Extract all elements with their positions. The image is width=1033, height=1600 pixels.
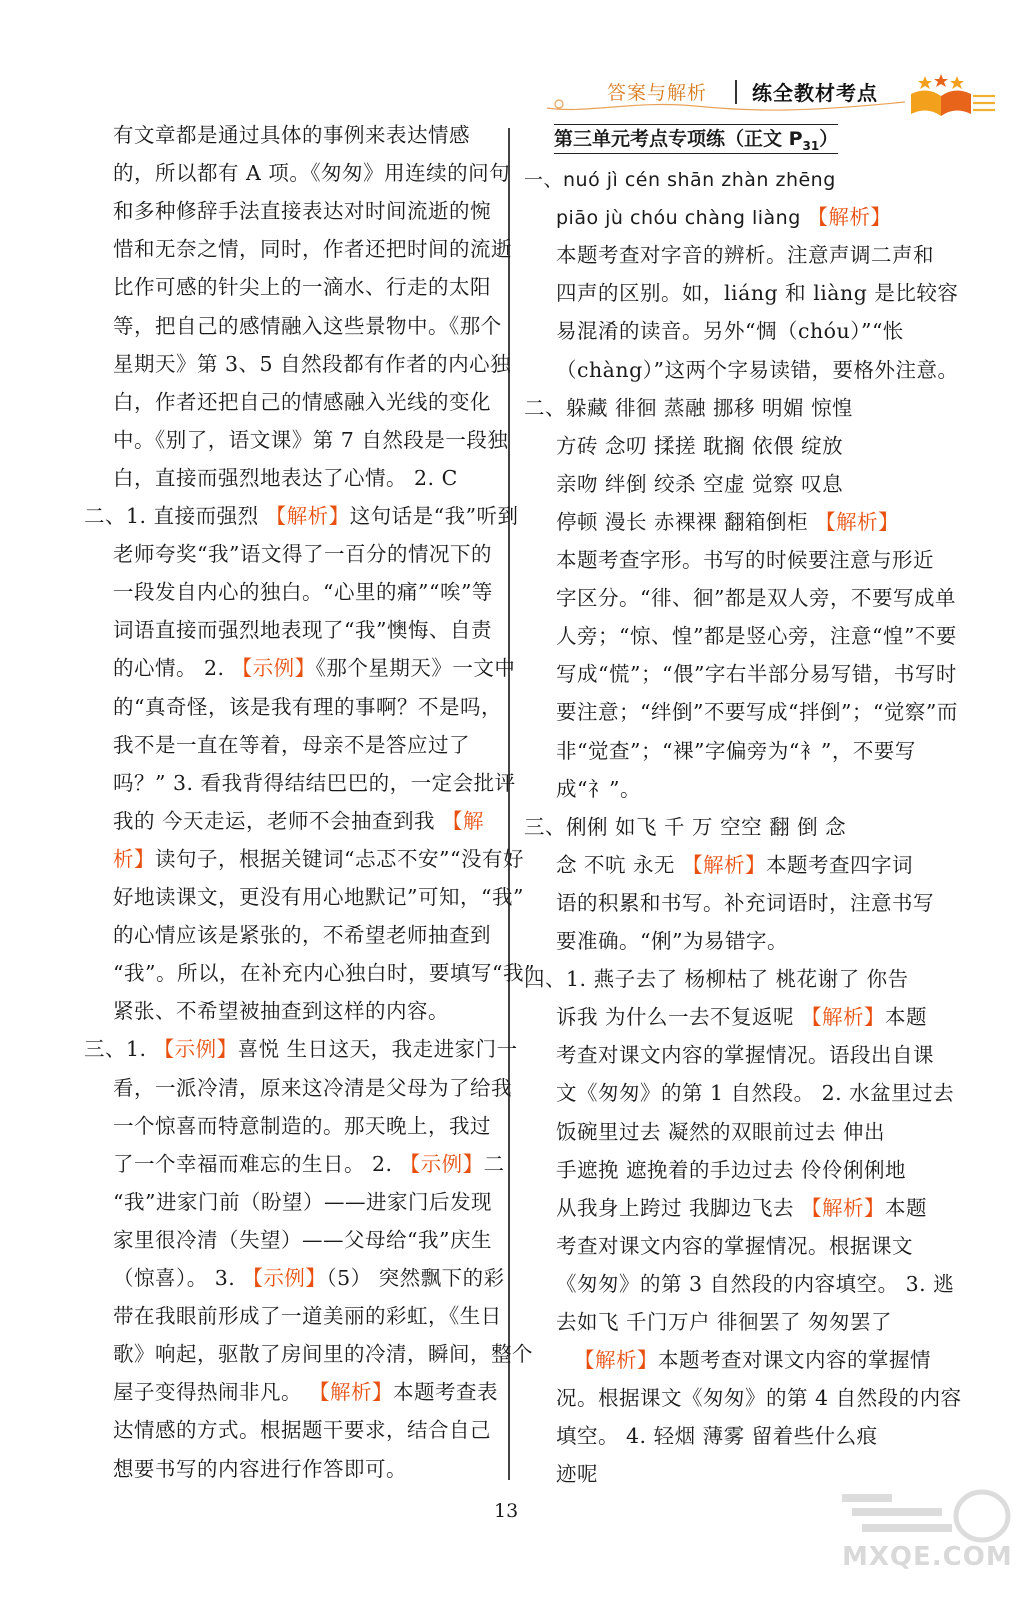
left-col-line — [113, 309, 502, 343]
line-text: 成“礻”。 — [556, 776, 641, 801]
left-col-line — [113, 156, 510, 190]
section-title-page-sub: 31 — [802, 138, 820, 153]
right-col-line — [556, 353, 958, 387]
right-col-line — [556, 1153, 906, 1187]
line-text: 本题考查对字音的辨析。注意声调二声和 — [556, 243, 934, 268]
answer-tag: 【解析】 — [807, 205, 892, 230]
section-title-top-rule — [554, 124, 838, 125]
line-text: 写成“慌”；“偎”字右半部分易写错，书写时 — [556, 662, 957, 687]
line-text: 一、nuó jì cén shān zhàn zhēng — [524, 169, 836, 191]
line-text: 想要书写的内容进行作答即可。 — [113, 1456, 407, 1481]
watermark — [832, 1484, 1017, 1584]
line-text: 要准确。“俐”为易错字。 — [556, 929, 788, 953]
right-col-line — [524, 162, 836, 196]
left-col-line — [113, 385, 491, 419]
right-col-line — [556, 1267, 954, 1301]
answer-tag: 【示例】 — [242, 1266, 327, 1290]
line-text: “我”进家门前（盼望）——进家门后发现 — [113, 1189, 492, 1214]
left-col-line — [113, 232, 512, 266]
answer-tag: 【示例】 — [399, 1151, 484, 1176]
line-text: 星期天》第 3、5 自然段都有作者的内心独 — [113, 351, 512, 376]
page-header — [545, 74, 1005, 120]
right-col-line — [556, 1115, 885, 1149]
left-col-line — [84, 499, 519, 533]
answer-tag: 【解析】 — [309, 1380, 394, 1405]
line-text: 字区分。“徘、徊”都是双人旁，不要写成单 — [556, 586, 956, 611]
answer-tag: 【解析】 — [574, 1348, 658, 1373]
section-title-bottom-rule — [554, 153, 838, 154]
left-col-line — [113, 347, 511, 381]
right-col-line — [556, 848, 913, 882]
line-text: 看，一派冷清，原来这冷清是父母为了给我 — [113, 1075, 512, 1100]
line-text: 易混淆的读音。另外“惆（chóu）”“怅 — [556, 319, 904, 344]
line-text: 和多种修辞手法直接表达对时间流逝的惋 — [113, 199, 491, 224]
answer-tag: 【解析】 — [265, 504, 350, 528]
line-text: 白，直接而强烈地表达了心情。 2. C — [113, 465, 458, 490]
left-col-line — [113, 461, 458, 495]
right-col-line — [556, 1038, 934, 1072]
line-text: 的“真奇怪，该是我有理的事啊？不是吗， — [113, 694, 502, 719]
open-book-logo-icon — [903, 74, 998, 120]
right-col-line — [524, 810, 846, 844]
answer-tag: 【解析】 — [682, 852, 767, 877]
line-text: 去如飞 千门万户 徘徊罢了 匆匆罢了 — [556, 1310, 893, 1334]
right-col-line — [556, 581, 956, 615]
line-text: 填空。 4. 轻烟 薄雾 留着些什么痕 — [556, 1424, 878, 1449]
right-col-line — [556, 238, 934, 272]
left-col-line — [113, 804, 484, 838]
left-col-line — [113, 1147, 505, 1181]
left-col-line — [113, 194, 491, 228]
line-text: 二、躲藏 徘徊 蒸融 挪移 明媚 惊惶 — [524, 395, 854, 420]
header-separator — [735, 80, 737, 104]
line-text: 喜悦 生日这天，我走进家门一 — [237, 1037, 518, 1062]
answer-tag: 【示例】 — [231, 656, 316, 681]
right-col-line — [556, 1381, 962, 1415]
line-text: 一个惊喜而特意制造的。那天晚上，我过 — [113, 1113, 491, 1138]
line-text: 惜和无奈之情，同时，作者还把时间的流逝 — [113, 237, 512, 262]
line-text: 三、1. — [84, 1037, 154, 1062]
left-col-line — [113, 118, 470, 152]
line-text: 二 — [483, 1151, 505, 1176]
watermark-logo-icon — [832, 1484, 1017, 1544]
line-text: 文《匆匆》的第 1 自然段。 2. 水盆里过去 — [556, 1081, 955, 1106]
line-text: 从我身上跨过 我脚边飞去 — [556, 1195, 802, 1220]
line-text: 带在我眼前形成了一道美丽的彩虹，《生日 — [113, 1304, 502, 1329]
line-text: 四、1. 燕子去了 杨柳枯了 桃花谢了 你告 — [524, 967, 909, 992]
left-col-line — [113, 956, 535, 990]
section-title — [554, 124, 838, 154]
line-text: 本题 — [885, 1195, 928, 1220]
line-text: 一段发自内心的独白。“心里的痛”“唉”等 — [113, 580, 493, 605]
line-text: （chàng）”这两个字易读错，要格外注意。 — [556, 357, 959, 382]
line-text: 的心情。 2. — [113, 656, 232, 681]
line-text: 紧张、不希望被抽查到这样的内容。 — [113, 999, 449, 1024]
left-col-line — [113, 1185, 492, 1219]
right-col-line — [556, 1457, 598, 1491]
line-text: 吗？” 3. 看我背得结结巴巴的，一定会批评 — [113, 770, 516, 795]
line-text: 本题考查表 — [393, 1380, 499, 1405]
left-col-line — [113, 423, 508, 457]
line-text: 非“觉查”；“裸”字偏旁为“衤”，不要写 — [556, 738, 916, 763]
line-text: 的，所以都有 A 项。《匆匆》用连续的问句 — [113, 161, 511, 186]
section-title-close: ） — [819, 128, 839, 150]
right-col-line — [556, 1076, 954, 1110]
line-text: 况。根据课文《匆匆》的第 4 自然段的内容 — [556, 1386, 962, 1411]
line-text: 停顿 漫长 赤裸裸 翻箱倒柜 — [556, 509, 816, 534]
line-text: 白，作者还把自己的情感融入光线的变化 — [113, 389, 491, 414]
line-text: 本题考查四字词 — [766, 852, 914, 877]
right-col-line — [556, 1305, 892, 1339]
right-col-line — [556, 886, 934, 920]
right-col-line — [556, 772, 641, 806]
line-text: 诉我 为什么一去不复返呢 — [556, 1005, 802, 1030]
answer-tag: 【解析】 — [815, 509, 900, 534]
column-divider — [508, 128, 510, 1480]
right-col-line — [556, 734, 916, 768]
line-text: 的心情应该是紧张的，不希望老师抽查到 — [113, 923, 491, 948]
left-col-line — [113, 766, 516, 800]
line-text: 方砖 念叨 揉搓 耽搁 依偎 绽放 — [556, 433, 844, 458]
line-text: 本题 — [885, 1005, 928, 1030]
line-text: 家里很冷清（失望）——父母给“我”庆生 — [113, 1227, 492, 1252]
right-col-line — [556, 1419, 878, 1453]
right-col-line — [556, 276, 958, 310]
line-text: 三、俐俐 如飞 千 万 空空 翻 倒 念 — [524, 814, 847, 839]
line-text: 要注意；“绊倒”不要写成“拌倒”；“觉察”而 — [556, 700, 958, 725]
page-number: 13 — [494, 1500, 519, 1522]
line-text: 等，把自己的感情融入这些景物中。《那个 — [113, 313, 502, 338]
right-col-line — [524, 391, 853, 425]
right-col-line — [556, 505, 899, 539]
left-col-line — [113, 1071, 512, 1105]
line-text: 歌》响起，驱散了房间里的冷清，瞬间，整个 — [113, 1342, 533, 1367]
line-text: 迹呢 — [556, 1462, 598, 1487]
left-col-line — [113, 918, 491, 952]
left-col-line — [113, 1375, 498, 1409]
line-text: 读句子，根据关键词“忐忑不安”“没有好 — [155, 846, 524, 871]
line-text: 人旁；“惊、惶”都是竖心旁，注意“惶”不要 — [556, 624, 957, 649]
left-col-line — [113, 537, 492, 571]
line-text: 中。《别了，语文课》第 7 自然段是一段独 — [113, 427, 509, 452]
line-text: 手遮挽 遮挽着的手边过去 伶伶俐俐地 — [556, 1157, 907, 1182]
line-text: 比作可感的针尖上的一滴水、行走的太阳 — [113, 275, 491, 300]
line-text: 我不是一直在等着，母亲不是答应过了 — [113, 732, 470, 757]
answer-tag: 析】 — [113, 846, 155, 871]
answer-tag: 【解 — [442, 808, 485, 833]
line-text: 老师夸奖“我”语文得了一百分的情况下的 — [113, 542, 492, 567]
answer-tag: 【解析】 — [801, 1195, 886, 1220]
left-col-line — [113, 1223, 492, 1257]
left-col-line — [113, 1452, 407, 1486]
left-col-line — [113, 690, 502, 724]
line-text: 四声的区别。如，liáng 和 liàng 是比较容 — [556, 281, 959, 306]
left-col-line — [113, 651, 515, 685]
right-col-line — [556, 695, 958, 729]
left-col-line — [113, 994, 449, 1028]
left-col-line — [113, 1413, 491, 1447]
line-text: 本题考查字形。书写的时候要注意与形近 — [556, 548, 934, 572]
line-text: 屋子变得热闹非凡。 — [113, 1380, 310, 1405]
right-col-line — [556, 429, 843, 463]
left-col-line — [113, 575, 493, 609]
header-series-title: 练全教材考点 — [752, 81, 878, 105]
right-col-line — [556, 200, 891, 234]
line-text: 《那个星期天》一文中 — [315, 656, 516, 681]
line-text: （惊喜）。 3. — [113, 1266, 243, 1290]
right-col-line — [556, 657, 957, 691]
answer-tag: 【示例】 — [153, 1037, 238, 1062]
right-col-line — [556, 314, 904, 348]
left-col-line — [113, 842, 524, 876]
left-col-line — [113, 1337, 533, 1371]
line-text: 二、1. 直接而强烈 — [84, 504, 266, 528]
line-text: 我的 今天走运，老师不会抽查到我 — [113, 808, 443, 833]
left-col-line — [113, 1299, 502, 1333]
section-title-text: 第三单元考点专项练（正文 P — [554, 128, 803, 150]
line-text: 本题考查对课文内容的掌握情 — [658, 1348, 931, 1373]
line-text: piāo jù chóu chàng liàng — [556, 207, 808, 230]
left-col-line — [113, 880, 524, 914]
line-text: 达情感的方式。根据题干要求，结合自己 — [113, 1418, 491, 1443]
right-col-line — [524, 962, 909, 996]
line-text: 了一个幸福而难忘的生日。 2. — [113, 1151, 400, 1176]
line-text: “我”。所以，在补充内心独白时，要填写“我” — [113, 961, 535, 986]
right-col-line — [556, 543, 934, 577]
right-col-line — [556, 1229, 913, 1263]
line-text: 考查对课文内容的掌握情况。语段出自课 — [556, 1043, 934, 1068]
line-text: 考查对课文内容的掌握情况。根据课文 — [556, 1233, 913, 1258]
header-answer-label: 答案与解析 — [607, 82, 708, 104]
left-col-line — [113, 1261, 505, 1295]
left-col-line — [113, 270, 491, 304]
line-text: 这句话是“我”听到 — [349, 504, 519, 528]
left-col-line — [84, 1032, 518, 1066]
right-col-line — [556, 619, 957, 653]
right-col-line — [556, 1000, 927, 1034]
left-col-line — [113, 1109, 491, 1143]
line-text: 好地读课文，更没有用心地默记”可知，“我” — [113, 885, 524, 909]
line-text: 《匆匆》的第 3 自然段的内容填空。 3. 逃 — [556, 1271, 955, 1296]
line-text: 饭碗里过去 凝然的双眼前过去 伸出 — [556, 1119, 886, 1144]
line-text: 念 不吭 永无 — [556, 852, 683, 877]
right-col-line — [574, 1343, 931, 1377]
line-text: 语的积累和书写。补充词语时，注意书写 — [556, 890, 934, 915]
line-text: 亲吻 绊倒 绞杀 空虚 觉察 叹息 — [556, 471, 844, 496]
left-col-line — [113, 728, 470, 762]
line-text: 词语直接而强烈地表现了“我”懊悔、自责 — [113, 618, 492, 643]
right-col-line — [556, 467, 843, 501]
right-col-line — [556, 1191, 927, 1225]
line-text: （5） 突然飘下的彩 — [326, 1266, 505, 1290]
left-col-line — [113, 613, 492, 647]
answer-tag: 【解析】 — [801, 1005, 886, 1030]
watermark-text: MXQE.COM — [842, 1542, 1013, 1572]
line-text: 有文章都是通过具体的事例来表达情感 — [113, 123, 470, 147]
right-col-line — [556, 924, 788, 958]
